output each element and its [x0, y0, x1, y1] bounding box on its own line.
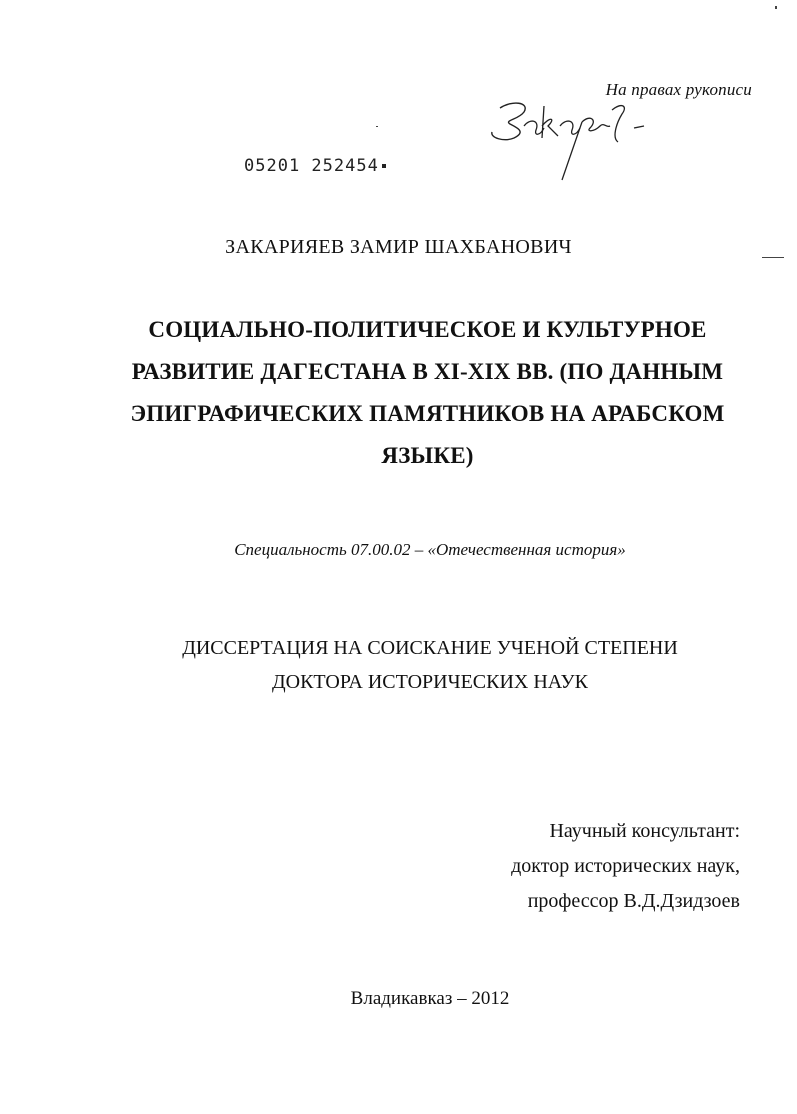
author-name: ЗАКАРИЯЕВ ЗАМИР ШАХБАНОВИЧ [225, 236, 572, 258]
title-line: СОЦИАЛЬНО-ПОЛИТИЧЕСКОЕ И КУЛЬТУРНОЕ [148, 317, 707, 342]
scientific-consultant [511, 814, 740, 919]
title-line: ЭПИГРАФИЧЕСКИХ ПАМЯТНИКОВ НА АРАБСКОМ [130, 401, 725, 426]
archive-number-text: 05201 252454 [244, 156, 379, 176]
title-line: РАЗВИТИЕ ДАГЕСТАНА В XI-XIX ВВ. (ПО ДАННЫМ [131, 359, 724, 384]
archive-number [244, 156, 386, 176]
degree-statement [0, 631, 797, 699]
city-year: Владикавказ – 2012 [350, 988, 510, 1009]
scan-speck [376, 126, 378, 127]
manuscript-note: На правах рукописи [605, 80, 752, 99]
handwritten-signature [478, 88, 678, 188]
degree-line-1: ДИССЕРТАЦИЯ НА СОИСКАНИЕ УЧЕНОЙ СТЕПЕНИ [182, 637, 678, 659]
dissertation-title [100, 309, 755, 477]
specialty-line: Специальность 07.00.02 – «Отечественная история» [234, 540, 626, 559]
degree-line-2: ДОКТОРА ИСТОРИЧЕСКИХ НАУК [272, 671, 588, 693]
consultant-label: Научный консультант: [549, 820, 740, 842]
consultant-degree: доктор исторических наук, [511, 855, 740, 877]
consultant-name: профессор В.Д.Дзидзоев [527, 890, 740, 912]
archive-dot [382, 164, 386, 168]
title-line: ЯЗЫКЕ) [381, 443, 474, 468]
scan-speck [775, 6, 777, 9]
